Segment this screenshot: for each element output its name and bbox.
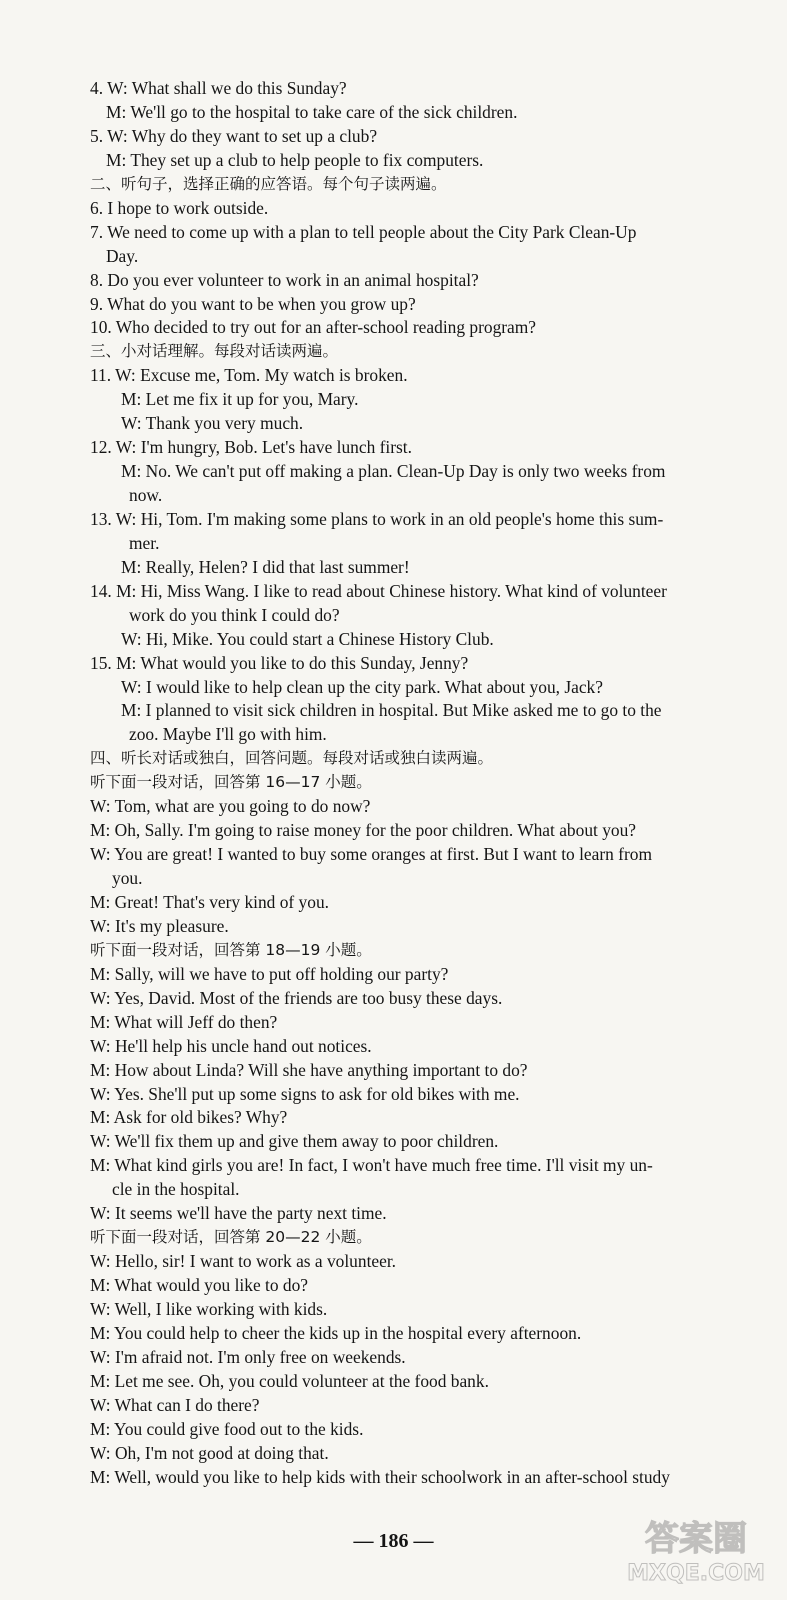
text-line: 6. I hope to work outside.: [90, 197, 269, 218]
text-line: M: Really, Helen? I did that last summer!: [121, 556, 410, 577]
page-number: — 186 —: [353, 1530, 434, 1552]
text-line: W: I would like to help clean up the city park. What about you, Jack?: [121, 676, 603, 697]
text-line: M: No. We can't put off making a plan. Clean-Up Day is only two weeks from: [121, 461, 666, 481]
text-line: W: It seems we'll have the party next time.: [90, 1203, 387, 1224]
text-line: cle in the hospital.: [112, 1179, 240, 1200]
text-line: M: What would you like to do?: [90, 1275, 309, 1295]
section-heading: 听下面一段对话，回答第 18—19 小题。: [90, 940, 372, 959]
watermark-url: MXQE.COM: [627, 1561, 765, 1586]
text-line: W: I'm afraid not. I'm only free on weekends.: [90, 1346, 406, 1367]
text-line: M: What kind girls you are! In fact, I won't have much free time. I'll visit my un-: [90, 1155, 653, 1176]
text-line: M: They set up a club to help people to fix computers.: [106, 149, 484, 170]
text-line: M: Oh, Sally. I'm going to raise money for the poor children. What about you?: [90, 820, 636, 841]
section-heading: 听下面一段对话，回答第 20—22 小题。: [90, 1228, 372, 1247]
text-line: 8. Do you ever volunteer to work in an animal hospital?: [90, 269, 479, 290]
section-heading: 四、听长对话或独白，回答问题。每段对话或独白读两遍。: [90, 749, 494, 768]
text-line: 5. W: Why do they want to set up a club?: [90, 125, 378, 146]
text-line: you.: [112, 868, 143, 888]
text-line: W: Oh, I'm not good at doing that.: [90, 1442, 329, 1463]
text-line: zoo. Maybe I'll go with him.: [129, 724, 327, 745]
text-line: M: Ask for old bikes? Why?: [90, 1107, 288, 1128]
text-line: 7. We need to come up with a plan to tell people about the City Park Clean-Up: [90, 221, 637, 242]
text-line: Day.: [106, 245, 139, 266]
text-line: now.: [129, 485, 163, 505]
text-line: 13. W: Hi, Tom. I'm making some plans to work in an old people's home this sum-: [90, 508, 664, 529]
text-line: W: Tom, what are you going to do now?: [90, 796, 371, 817]
text-line: W: Yes. She'll put up some signs to ask for old bikes with me.: [90, 1083, 520, 1104]
section-heading: 三、小对话理解。每段对话读两遍。: [90, 342, 339, 361]
text-line: M: You could help to cheer the kids up in the hospital every afternoon.: [90, 1322, 582, 1343]
text-line: M: I planned to visit sick children in hospital. But Mike asked me to go to the: [121, 700, 662, 721]
text-line: 15. M: What would you like to do this Sunday, Jenny?: [90, 652, 469, 673]
text-line: W: Yes, David. Most of the friends are too busy these days.: [90, 987, 503, 1008]
text-line: M: We'll go to the hospital to take care of the sick children.: [106, 101, 518, 122]
text-line: W: Well, I like working with kids.: [90, 1298, 328, 1319]
text-line: W: Hello, sir! I want to work as a volunteer.: [90, 1251, 397, 1272]
text-line: 9. What do you want to be when you grow up?: [90, 293, 416, 314]
text-line: 10. Who decided to try out for an after-school reading program?: [90, 317, 537, 338]
text-line: 12. W: I'm hungry, Bob. Let's have lunch first.: [90, 437, 412, 458]
text-line: W: You are great! I wanted to buy some oranges at first. But I want to learn from: [90, 844, 652, 865]
text-line: M: You could give food out to the kids.: [90, 1418, 364, 1439]
text-line: 4. W: What shall we do this Sunday?: [90, 78, 347, 98]
watermark-title: 答案圈: [645, 1519, 747, 1559]
section-heading: 听下面一段对话，回答第 16—17 小题。: [90, 773, 372, 792]
text-line: work do you think I could do?: [129, 604, 340, 625]
text-line: M: Let me see. Oh, you could volunteer at the food bank.: [90, 1370, 489, 1391]
text-line: W: Hi, Mike. You could start a Chinese History Club.: [121, 628, 494, 649]
text-line: M: Let me fix it up for you, Mary.: [121, 389, 359, 410]
text-line: M: Great! That's very kind of you.: [90, 892, 329, 912]
watermark-logo: [617, 1510, 775, 1588]
text-line: M: How about Linda? Will she have anything important to do?: [90, 1059, 528, 1080]
text-line: 11. W: Excuse me, Tom. My watch is broken.: [90, 365, 408, 386]
text-line: mer.: [129, 532, 160, 553]
text-line: 14. M: Hi, Miss Wang. I like to read about Chinese history. What kind of volunteer: [90, 580, 667, 601]
text-line: M: Well, would you like to help kids with their schoolwork in an after-school study: [90, 1466, 670, 1487]
text-line: W: What can I do there?: [90, 1394, 260, 1415]
section-heading: 二、听句子，选择正确的应答语。每个句子读两遍。: [90, 174, 447, 193]
text-line: W: He'll help his uncle hand out notices.: [90, 1035, 372, 1056]
text-line: M: Sally, will we have to put off holding our party?: [90, 963, 449, 984]
text-line: M: What will Jeff do then?: [90, 1011, 278, 1032]
text-line: W: It's my pleasure.: [90, 915, 229, 936]
text-line: W: Thank you very much.: [121, 413, 304, 434]
text-line: W: We'll fix them up and give them away to poor children.: [90, 1131, 499, 1152]
